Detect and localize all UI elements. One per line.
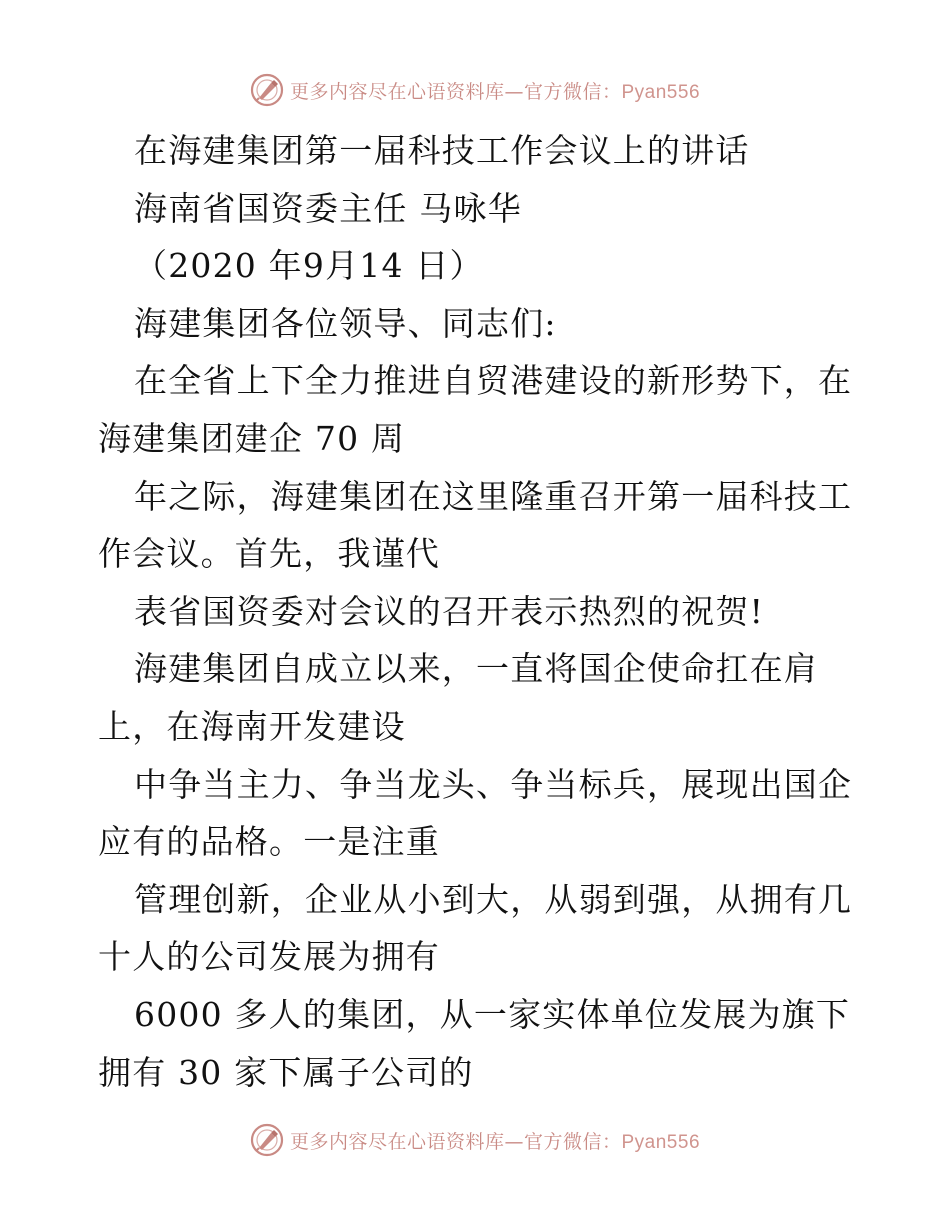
text-line: 海建集团各位领导、同志们: bbox=[134, 303, 557, 343]
text-line: （2020 年9月14 日） bbox=[134, 246, 484, 286]
text-line: 中争当主力、争当龙头、争当标兵，展现出国企 bbox=[134, 764, 853, 804]
footer-watermark-banner bbox=[0, 1120, 950, 1160]
text-line: 在全省上下全力推进自贸港建设的新形势下，在 bbox=[134, 361, 853, 401]
text-line: 海建集团建企 70 周 bbox=[98, 418, 406, 458]
text-line: 表省国资委对会议的召开表示热烈的祝贺! bbox=[134, 591, 765, 631]
text-line: 上，在海南开发建设 bbox=[98, 706, 406, 746]
pen-nib-logo-icon bbox=[250, 73, 284, 107]
text-line: 作会议。首先，我谨代 bbox=[98, 534, 440, 574]
text-line: 十人的公司发展为拥有 bbox=[98, 937, 440, 977]
text-line: 6000 多人的集团，从一家实体单位发展为旗下 bbox=[134, 994, 851, 1034]
text-line: 应有的品格。一是注重 bbox=[98, 822, 440, 862]
banner-text: 更多内容尽在心语资料库—官方微信：Pyan556 bbox=[289, 1130, 701, 1153]
text-line: 在海建集团第一届科技工作会议上的讲话 bbox=[134, 131, 750, 170]
pen-nib-logo-icon bbox=[250, 1123, 284, 1157]
header-watermark-banner bbox=[0, 70, 950, 110]
text-line: 海南省国资委主任 马咏华 bbox=[134, 188, 522, 228]
text-line: 年之际，海建集团在这里隆重召开第一届科技工 bbox=[134, 476, 853, 516]
document-body bbox=[98, 122, 858, 1101]
text-line: 管理创新，企业从小到大，从弱到强，从拥有几 bbox=[134, 879, 853, 919]
banner-text: 更多内容尽在心语资料库—官方微信：Pyan556 bbox=[289, 80, 701, 103]
text-line: 海建集团自成立以来，一直将国企使命扛在肩 bbox=[134, 649, 818, 689]
text-line: 拥有 30 家下属子公司的 bbox=[98, 1052, 474, 1092]
